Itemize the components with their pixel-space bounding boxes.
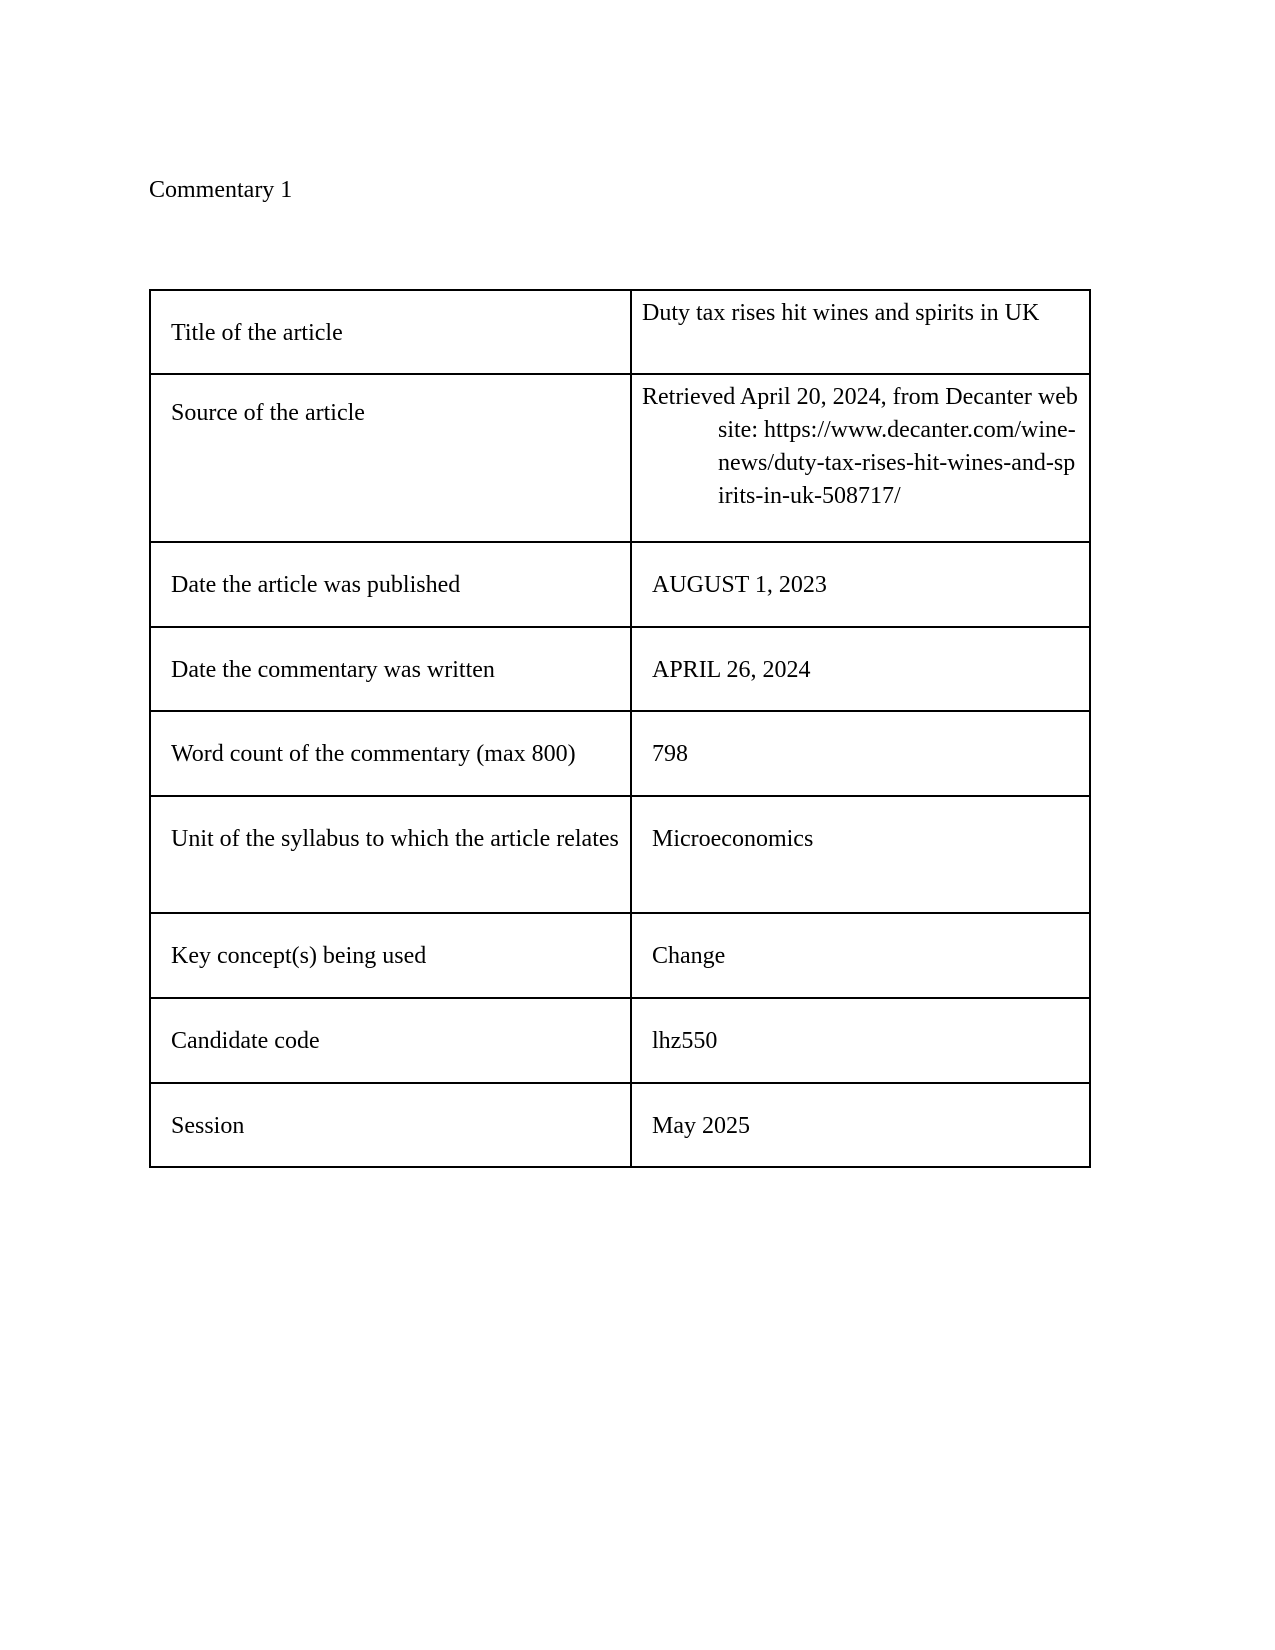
syllabus-unit-label: Unit of the syllabus to which the article relates — [171, 826, 619, 852]
row-value-syllabus-unit: Microeconomics — [631, 796, 1090, 913]
row-value-published: AUGUST 1, 2023 — [631, 542, 1090, 627]
table-row — [150, 542, 1090, 627]
row-label-written: Date the commentary was written — [150, 627, 631, 711]
row-value-session: May 2025 — [631, 1083, 1090, 1167]
table-row — [150, 913, 1090, 998]
table-row — [150, 374, 1090, 542]
row-value-candidate-code: lhz550 — [631, 998, 1090, 1083]
row-value-key-concept: Change — [631, 913, 1090, 998]
row-label-word-count: Word count of the commentary (max 800) — [150, 711, 631, 796]
table-row — [150, 998, 1090, 1083]
row-label-published: Date the article was published — [150, 542, 631, 627]
row-label-key-concept: Key concept(s) being used — [150, 913, 631, 998]
row-value-written: APRIL 26, 2024 — [631, 627, 1090, 711]
page-title: Commentary 1 — [149, 177, 293, 203]
table-row — [150, 290, 1090, 374]
table-row — [150, 711, 1090, 796]
table-row — [150, 627, 1090, 711]
row-value-word-count: 798 — [631, 711, 1090, 796]
row-label-title: Title of the article — [150, 290, 631, 374]
row-label-session: Session — [150, 1083, 631, 1167]
row-label-candidate-code: Candidate code — [150, 998, 631, 1083]
row-value-title: Duty tax rises hit wines and spirits in UK — [631, 290, 1090, 374]
row-value-source — [631, 374, 1090, 542]
row-label-source: Source of the article — [150, 374, 631, 542]
table-row — [150, 796, 1090, 913]
table-row — [150, 1083, 1090, 1167]
cover-info-table — [149, 289, 1091, 1168]
row-label-syllabus-unit — [150, 796, 631, 913]
source-citation: Retrieved April 20, 2024, from Decanter website: https://www.decanter.com/wine-news/duty-tax-rises-hit-wines-and-spirits-in-uk-508717/ — [642, 384, 1078, 509]
